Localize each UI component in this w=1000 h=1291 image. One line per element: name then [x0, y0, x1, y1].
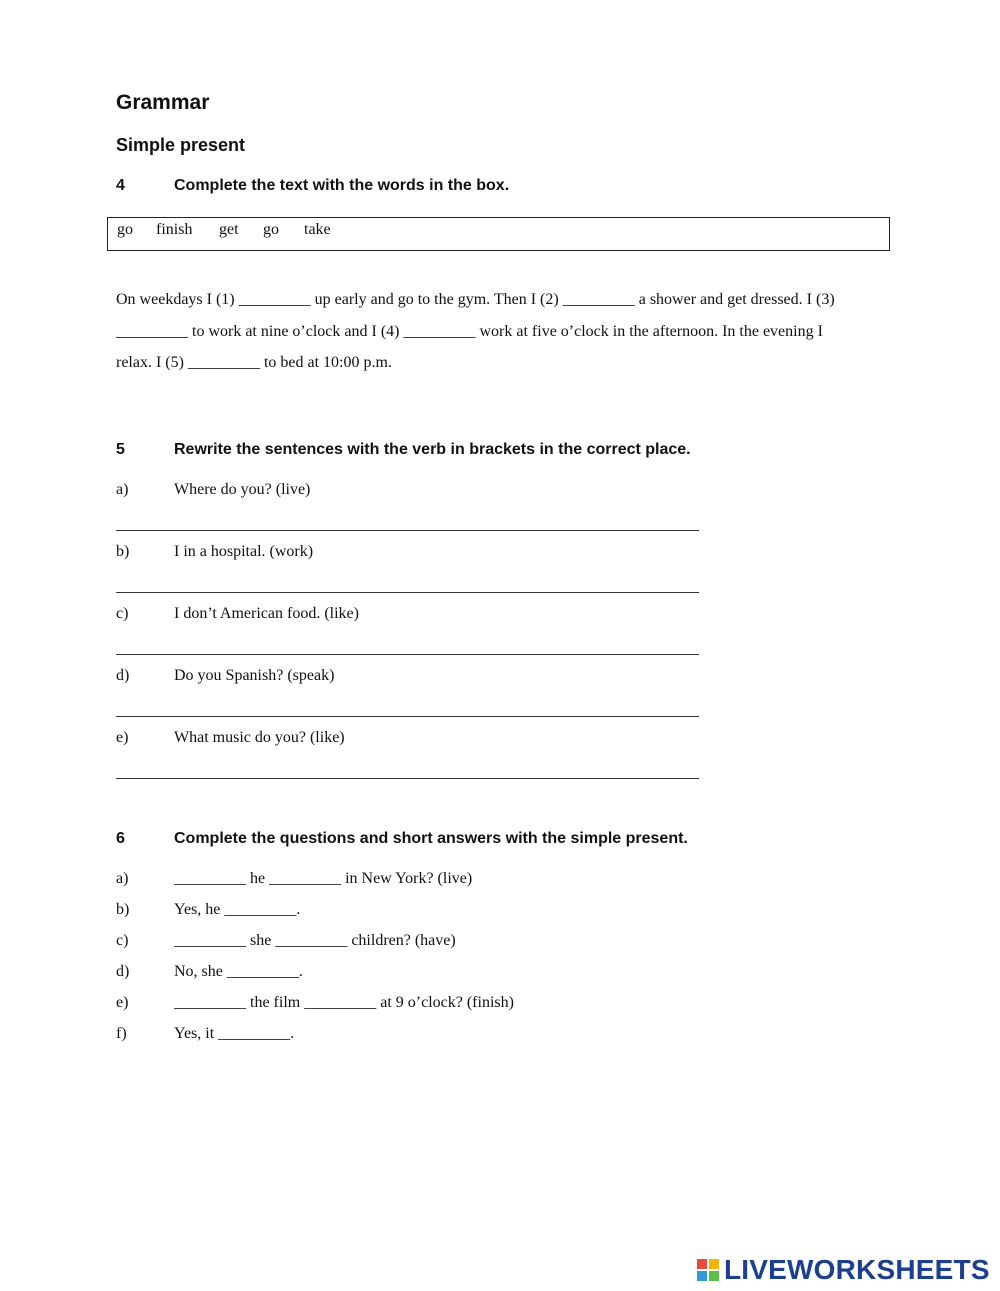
exercise-4-paragraph: On weekdays I (1) _________ up early and go to the gym. Then I (2) _________ a shower and get dressed. I (3) _________ to work at nine o’clock and I (4) _________ work at five o’clock in the afternoon. In the evening I relax. I (5) _________ to bed at 10:00 p.m. [116, 291, 835, 371]
answer-line[interactable] [116, 654, 699, 655]
logo-block [709, 1271, 719, 1281]
section-subtitle: Simple present [116, 135, 246, 155]
exercise-5-item-label: c) [116, 605, 129, 622]
word-box-item: take [304, 221, 331, 238]
exercise-5-item-label: a) [116, 481, 129, 498]
exercise-6-item-text: _________ the film _________ at 9 o’clock? (finish) [174, 994, 514, 1011]
exercise-6-item-label: e) [116, 994, 129, 1011]
exercise-6-item-label: d) [116, 963, 130, 980]
exercise-5-item-label: d) [116, 667, 130, 684]
liveworksheets-logo[interactable] [697, 1253, 990, 1287]
page-title: Grammar [116, 91, 210, 114]
word-box-item: finish [156, 221, 193, 238]
exercise-4-title: Complete the text with the words in the box. [174, 177, 510, 194]
exercise-6-item-text: No, she _________. [174, 963, 303, 980]
word-box-item: go [117, 221, 133, 238]
word-box [107, 217, 890, 251]
exercise-6-item-text: Yes, it _________. [174, 1025, 295, 1042]
exercise-6-item-label: b) [116, 901, 130, 918]
logo-block [709, 1259, 719, 1269]
exercise-5-number: 5 [116, 441, 125, 458]
exercise-6-title: Complete the questions and short answers with the simple present. [174, 830, 688, 847]
liveworksheets-logo-text: LIVEWORKSHEETS [724, 1254, 990, 1285]
answer-line[interactable] [116, 778, 699, 779]
answer-line[interactable] [116, 716, 699, 717]
logo-block [697, 1271, 707, 1281]
answer-line[interactable] [116, 592, 699, 593]
exercise-5-item-text: I don’t American food. (like) [174, 605, 359, 622]
exercise-6-number: 6 [116, 830, 125, 847]
exercise-5-item-text: Where do you? (live) [174, 481, 311, 498]
word-box-item: get [219, 221, 239, 238]
exercise-5-item-text: I in a hospital. (work) [174, 543, 314, 560]
exercise-6-item-label: a) [116, 870, 129, 887]
exercise-6-item-label: f) [116, 1025, 127, 1042]
answer-line[interactable] [116, 530, 699, 531]
word-box-item: go [263, 221, 279, 238]
exercise-6-item-text: Yes, he _________. [174, 901, 301, 918]
exercise-5-item-text: Do you Spanish? (speak) [174, 667, 335, 684]
exercise-6-item-text: _________ she _________ children? (have) [174, 932, 456, 949]
exercise-6-item-label: c) [116, 932, 129, 949]
exercise-4-number: 4 [116, 177, 125, 194]
liveworksheets-logo-icon [697, 1257, 721, 1283]
exercise-5-title: Rewrite the sentences with the verb in brackets in the correct place. [174, 441, 691, 458]
exercise-5-item-text: What music do you? (like) [174, 729, 345, 746]
exercise-5-item-label: b) [116, 543, 130, 560]
logo-block [697, 1259, 707, 1269]
exercise-6-item-text: _________ he _________ in New York? (live) [174, 870, 473, 887]
exercise-5-item-label: e) [116, 729, 129, 746]
